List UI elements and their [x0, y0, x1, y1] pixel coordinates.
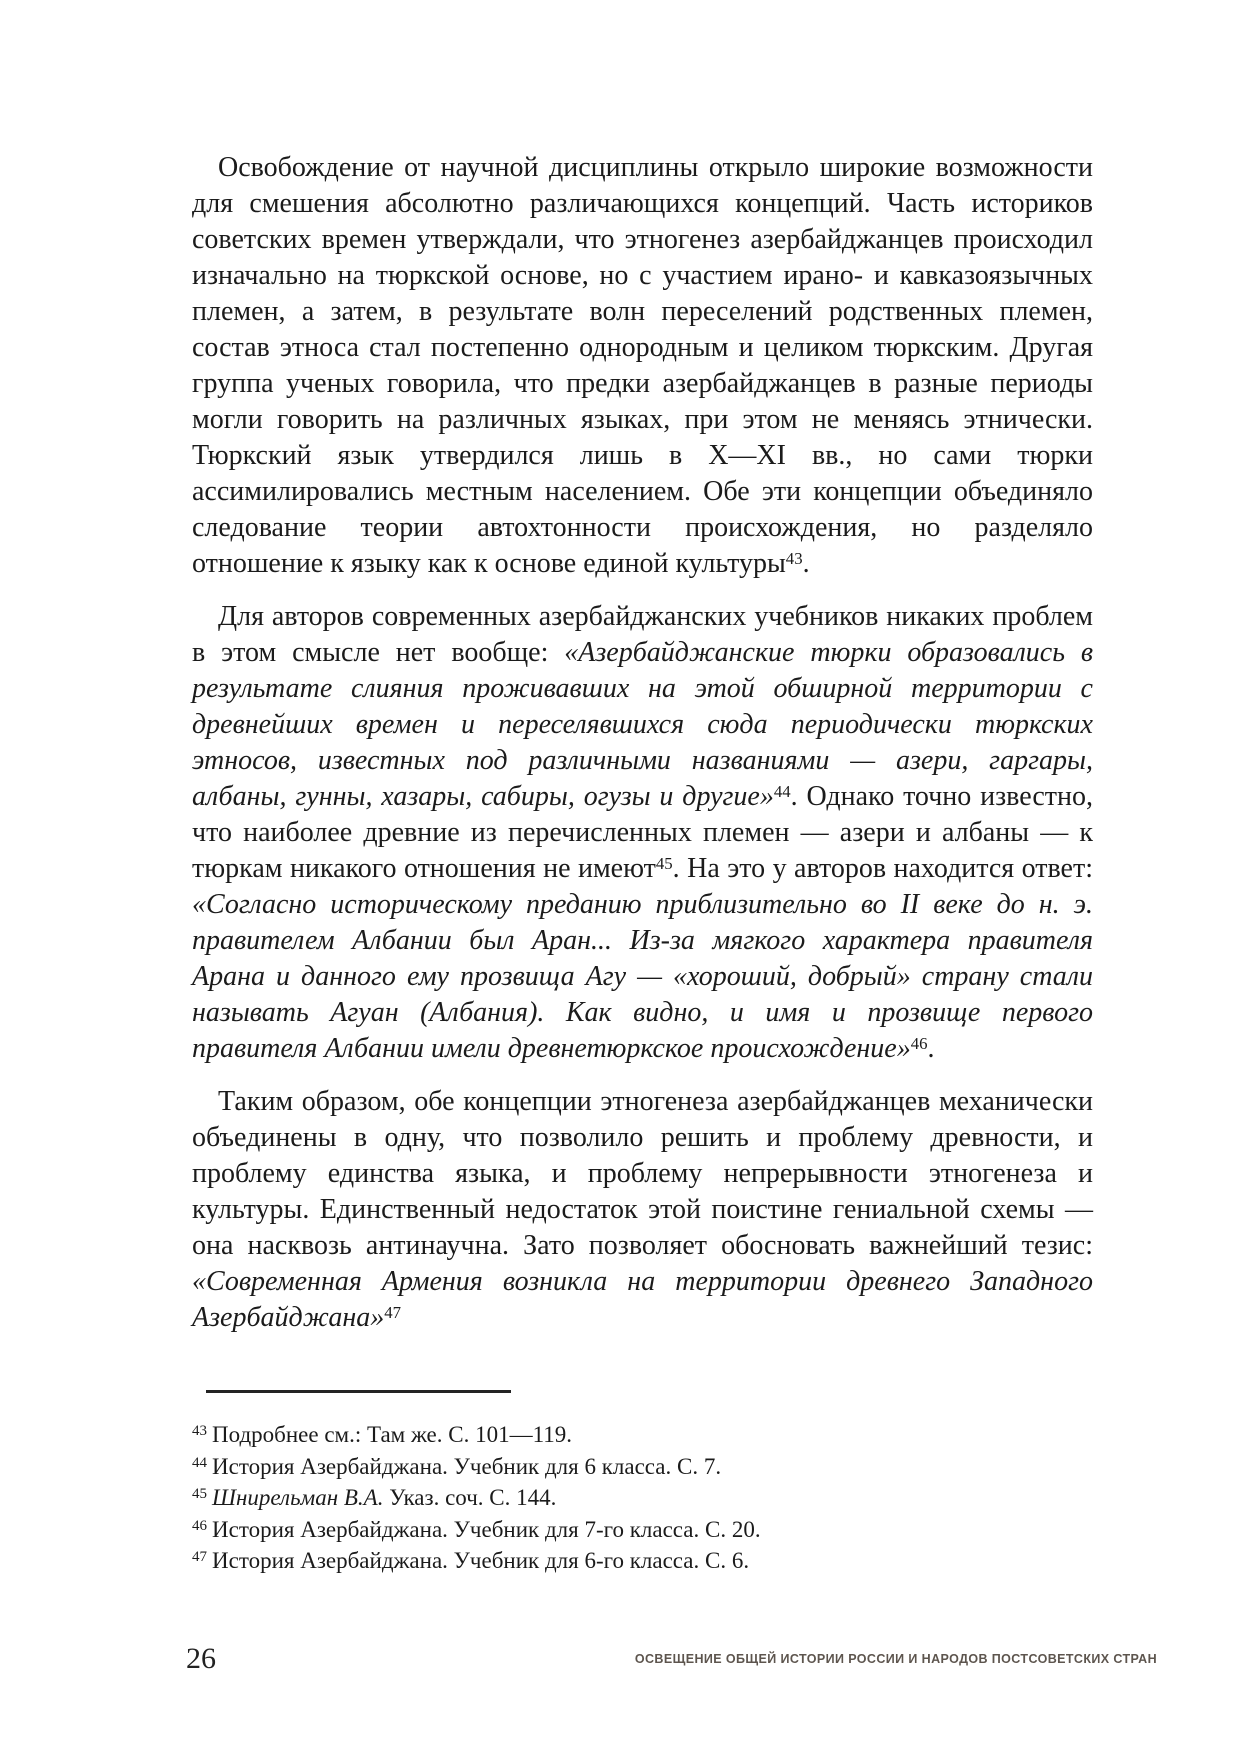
paragraph-2 — [192, 599, 1093, 1067]
footnote-43 — [192, 1419, 1093, 1451]
footnote-46 — [192, 1514, 1093, 1546]
paragraph-2-text: . На это у авторов находится ответ: — [672, 853, 1093, 884]
running-footer-title: ОСВЕЩЕНИЕ ОБЩЕЙ ИСТОРИИ РОССИИ И НАРОДОВ ПОСТСОВЕТСКИХ СТРАН — [634, 1652, 1157, 1666]
paragraph-3-text: Таким образом, обе концепции этногенеза азербайджанцев механически объединены в одну, что позволило решить и проблему древности, и проблему единства языка, и проблему непрерывности этногенеза и культуры. Единственный недостаток этой поистине гениальной схемы — она насквозь антинаучна. Зато позволяет обосновать важнейший тезис: — [192, 1086, 1093, 1261]
footnote-text: История Азербайджана. Учебник для 6-го класса. С. 6. — [212, 1548, 750, 1573]
footnote-44 — [192, 1451, 1093, 1483]
footnote-ref-47: 47 — [384, 1302, 402, 1322]
paragraph-2-text: . Однако точно известно, что наиболее древние из перечисленных племен — азери и албаны — к тюркам никакого отношения не имеют — [192, 781, 1094, 884]
page-number: 26 — [186, 1642, 216, 1675]
paragraph-1 — [192, 150, 1093, 582]
quote-azerbaijani-turks: «Азербайджанские тюрки образовались в результате слияния проживавших на этой обширной территории с древнейших времен и переселявшихся сюда периодически тюркских этносов, известных под различными названиями — азери, гаргары, албаны, гунны, хазары, сабиры, огузы и другие» — [192, 637, 1093, 812]
footnote-ref-44: 44 — [773, 781, 791, 801]
footnote-author: Шнирельман В.А. — [212, 1485, 384, 1510]
quote-aran-legend: «Согласно историческому преданию приблизительно во II веке до н. э. правителем Албании был Аран... Из-за мягкого характера правителя Арана и данного ему прозвища Агу — «хороший, добрый» страну стали называть Агуан (Албания). Как видно, и имя и прозвище первого правителя Албании имели древнетюркское происхождение» — [192, 889, 1093, 1064]
footnote-ref-43: 43 — [785, 548, 803, 568]
body-text — [192, 150, 1093, 1353]
footnote-separator-rule — [206, 1390, 511, 1393]
footnote-text: Подробнее см.: Там же. С. 101—119. — [212, 1422, 573, 1447]
footnote-text: История Азербайджана. Учебник для 7-го класса. С. 20. — [212, 1516, 761, 1542]
footnote-47 — [192, 1545, 1093, 1577]
footnote-ref-46: 46 — [910, 1033, 928, 1053]
paragraph-2-text: Для авторов современных азербайджанских учебников никаких проблем в этом смысле нет вообще: — [192, 601, 1093, 668]
footnote-text: Указ. соч. С. 144. — [383, 1485, 557, 1510]
paragraph-1-text: Освобождение от научной дисциплины открыло широкие возможности для смешения абсолютно различающихся концепций. Часть историков советских времен утверждали, что этногенез азербайджанцев происходил изначально на тюркской основе, но с участием ирано- и кавказоязычных племен, а затем, в результате волн переселений родственных племен, состав этноса стал постепенно однородным и целиком тюркским. Другая группа ученых говорила, что предки азербайджанцев в разные периоды могли говорить на различных языках, при этом не меняясь этнически. Тюркский язык утвердился лишь в X—XI вв., но сами тюрки ассимилировались местным населением. Обе эти концепции объединяло следование теории автохтонности происхождения, но разделяло отношение к языку как к основе единой культуры — [192, 152, 1093, 579]
footnote-number: 47 — [192, 1549, 207, 1565]
paragraph-2-tail: . — [927, 1033, 935, 1064]
footnote-number: 45 — [192, 1486, 207, 1502]
paragraph-3 — [192, 1084, 1093, 1336]
footnote-text: История Азербайджана. Учебник для 6 класса. С. 7. — [212, 1453, 722, 1479]
footnote-number: 43 — [192, 1423, 207, 1439]
footnotes-section — [192, 1390, 1093, 1577]
footnote-45 — [192, 1482, 1093, 1514]
footnote-ref-45: 45 — [655, 853, 673, 873]
quote-modern-armenia: «Современная Армения возникла на территории древнего Западного Азербайджана» — [192, 1266, 1093, 1333]
footnote-number: 44 — [192, 1454, 207, 1471]
footnote-number: 46 — [192, 1517, 207, 1534]
paragraph-1-tail: . — [802, 548, 810, 579]
